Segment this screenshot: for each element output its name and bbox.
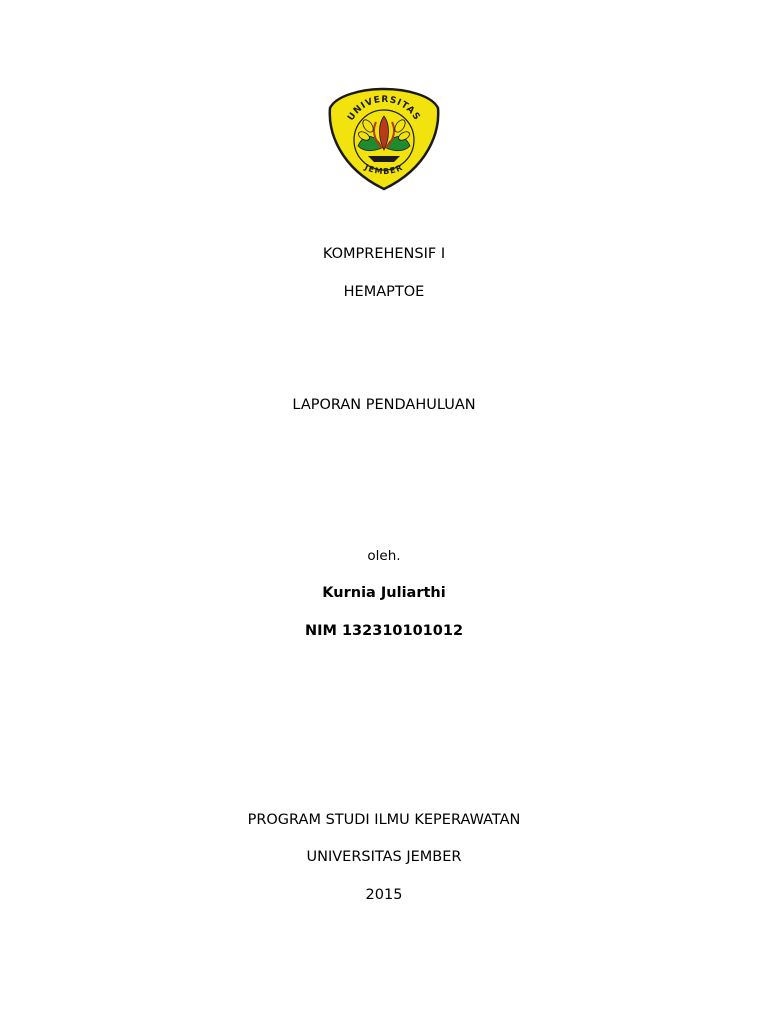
study-program: PROGRAM STUDI ILMU KEPERAWATAN <box>247 812 521 828</box>
report-subtitle: LAPORAN PENDAHULUAN <box>292 397 476 413</box>
title-line-1: KOMPREHENSIF I <box>322 246 446 262</box>
university-name: UNIVERSITAS JEMBER <box>306 849 462 865</box>
university-logo-icon <box>328 86 440 192</box>
by-label: oleh. <box>367 548 401 564</box>
year: 2015 <box>365 887 403 903</box>
title-line-2: HEMAPTOE <box>343 284 425 300</box>
logo-text-bottom: JEMBER <box>363 162 405 177</box>
author-name: Kurnia Juliarthi <box>322 585 446 601</box>
logo-text-top: UNIVERSITAS <box>346 94 422 123</box>
student-id: NIM 132310101012 <box>304 623 464 639</box>
